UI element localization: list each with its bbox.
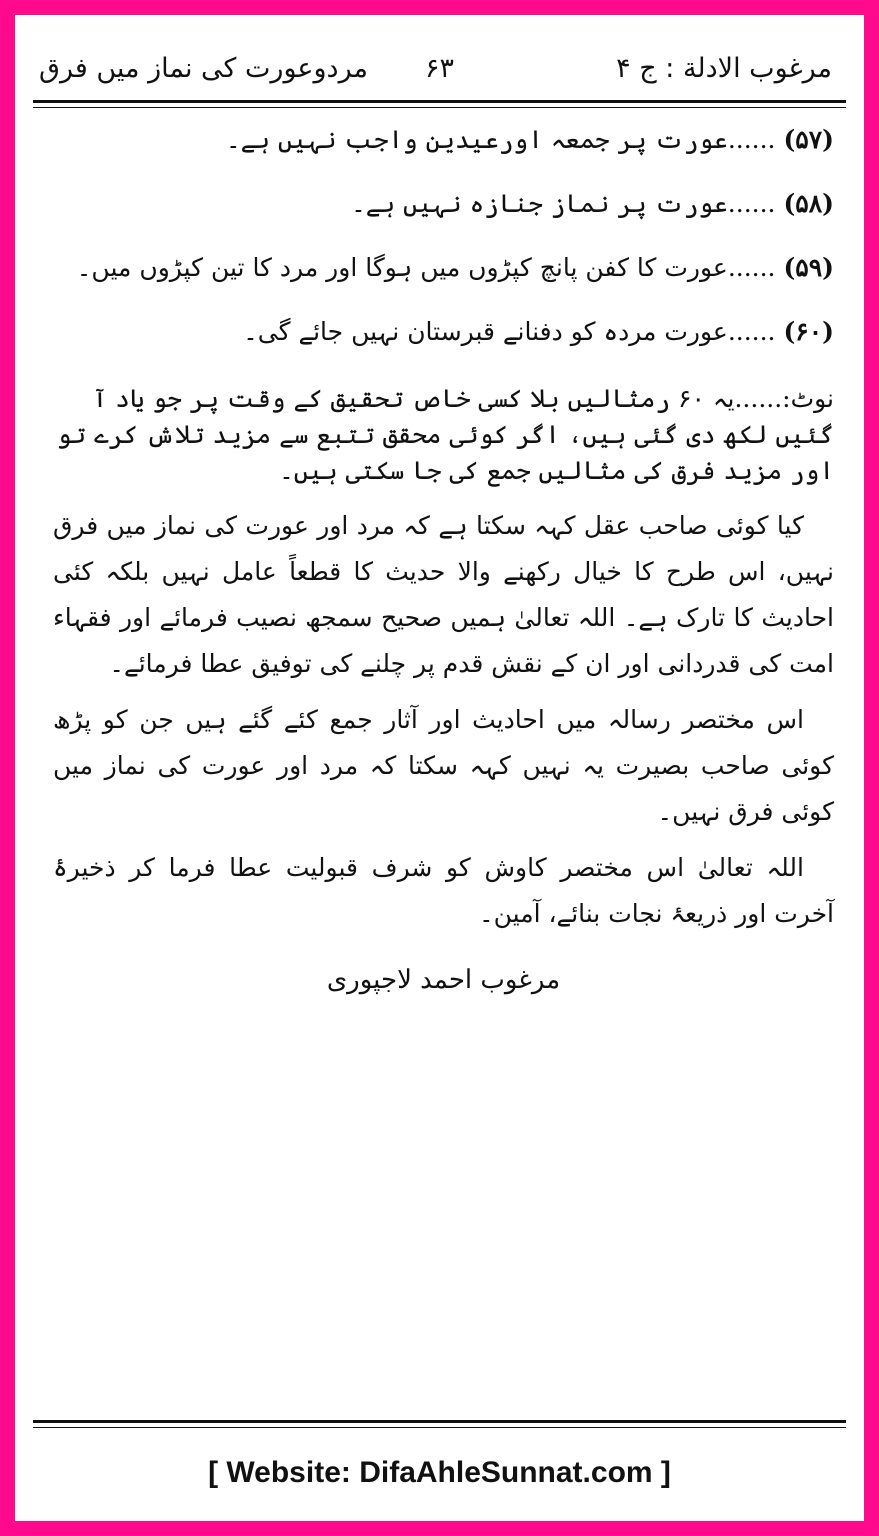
note-paragraph: نوٹ:......یہ ۶۰ رمثالیں بلا کسی خاص تحقیق کے وقت پر جو یاد آ گئیں لکھ دی گئی ہیں، اگر کوئی محقق تتبع سے مزید تلاش کرے تو اور مزید فرق کی مثالیں جمع کی جا سکتی ہیں۔ xyxy=(56,384,834,485)
footer-divider xyxy=(33,1420,846,1428)
book-title: مرغوب الادلة : ج ۴ xyxy=(616,53,832,84)
author-signature: مرغوب احمد لاجپوری xyxy=(326,965,561,995)
list-item xyxy=(53,317,834,347)
item-text: ......عورت پر نماز جنازہ نہیں ہے۔ xyxy=(351,189,776,218)
list-item xyxy=(53,189,834,219)
list-item xyxy=(53,125,834,155)
item-number: (۵۷) xyxy=(783,125,834,154)
page-header xyxy=(35,47,844,97)
item-text: ......عورت مردہ کو دفنانے قبرستان نہیں جائے گی۔ xyxy=(243,317,776,346)
header-divider xyxy=(33,100,846,108)
chapter-title: مردوعورت کی نماز میں فرق xyxy=(39,53,368,84)
item-number: (۵۹) xyxy=(783,253,834,282)
website-footer: [ Website: DifaAhleSunnat.com ] xyxy=(208,1456,671,1489)
list-item xyxy=(53,253,834,283)
page-number: ۶۳ xyxy=(424,53,455,84)
item-text: ......عورت کا کفن پانچ کپڑوں میں ہوگا اور مرد کا تین کپڑوں میں۔ xyxy=(76,253,776,282)
item-number: (۵۸) xyxy=(783,189,834,218)
body-paragraph: کیا کوئی صاحب عقل کہہ سکتا ہے کہ مرد اور عورت کی نماز میں فرق نہیں، اس طرح کا خیال رکھنے والا حدیث کا قطعاً عامل نہیں بلکہ کئی احادیث کا تارک ہے۔ اللہ تعالیٰ ہمیں صحیح سمجھ نصیب فرمائے اور فقہاء امت کی قدردانی اور ان کے نقش قدم پر چلنے کی توفیق عطا فرمائے۔ xyxy=(53,511,834,678)
item-text: ......عورت پر جمعہ اورعیدین واجب نہیں ہے۔ xyxy=(226,125,776,154)
page-body xyxy=(53,125,834,995)
item-number: (۶۰) xyxy=(783,317,834,346)
document-page xyxy=(15,15,864,1521)
body-paragraph: اس مختصر رسالہ میں احادیث اور آثار جمع کئے گئے ہیں جن کو پڑھ کوئی صاحب بصیرت یہ نہیں کہہ سکتا کہ مرد اور عورت کی نماز میں کوئی فرق نہیں۔ xyxy=(53,705,834,826)
body-paragraph: اللہ تعالیٰ اس مختصر کاوش کو شرف قبولیت عطا فرما کر ذخیرۂ آخرت اور ذریعۂ نجات بنائے، آمین۔ xyxy=(53,853,834,928)
